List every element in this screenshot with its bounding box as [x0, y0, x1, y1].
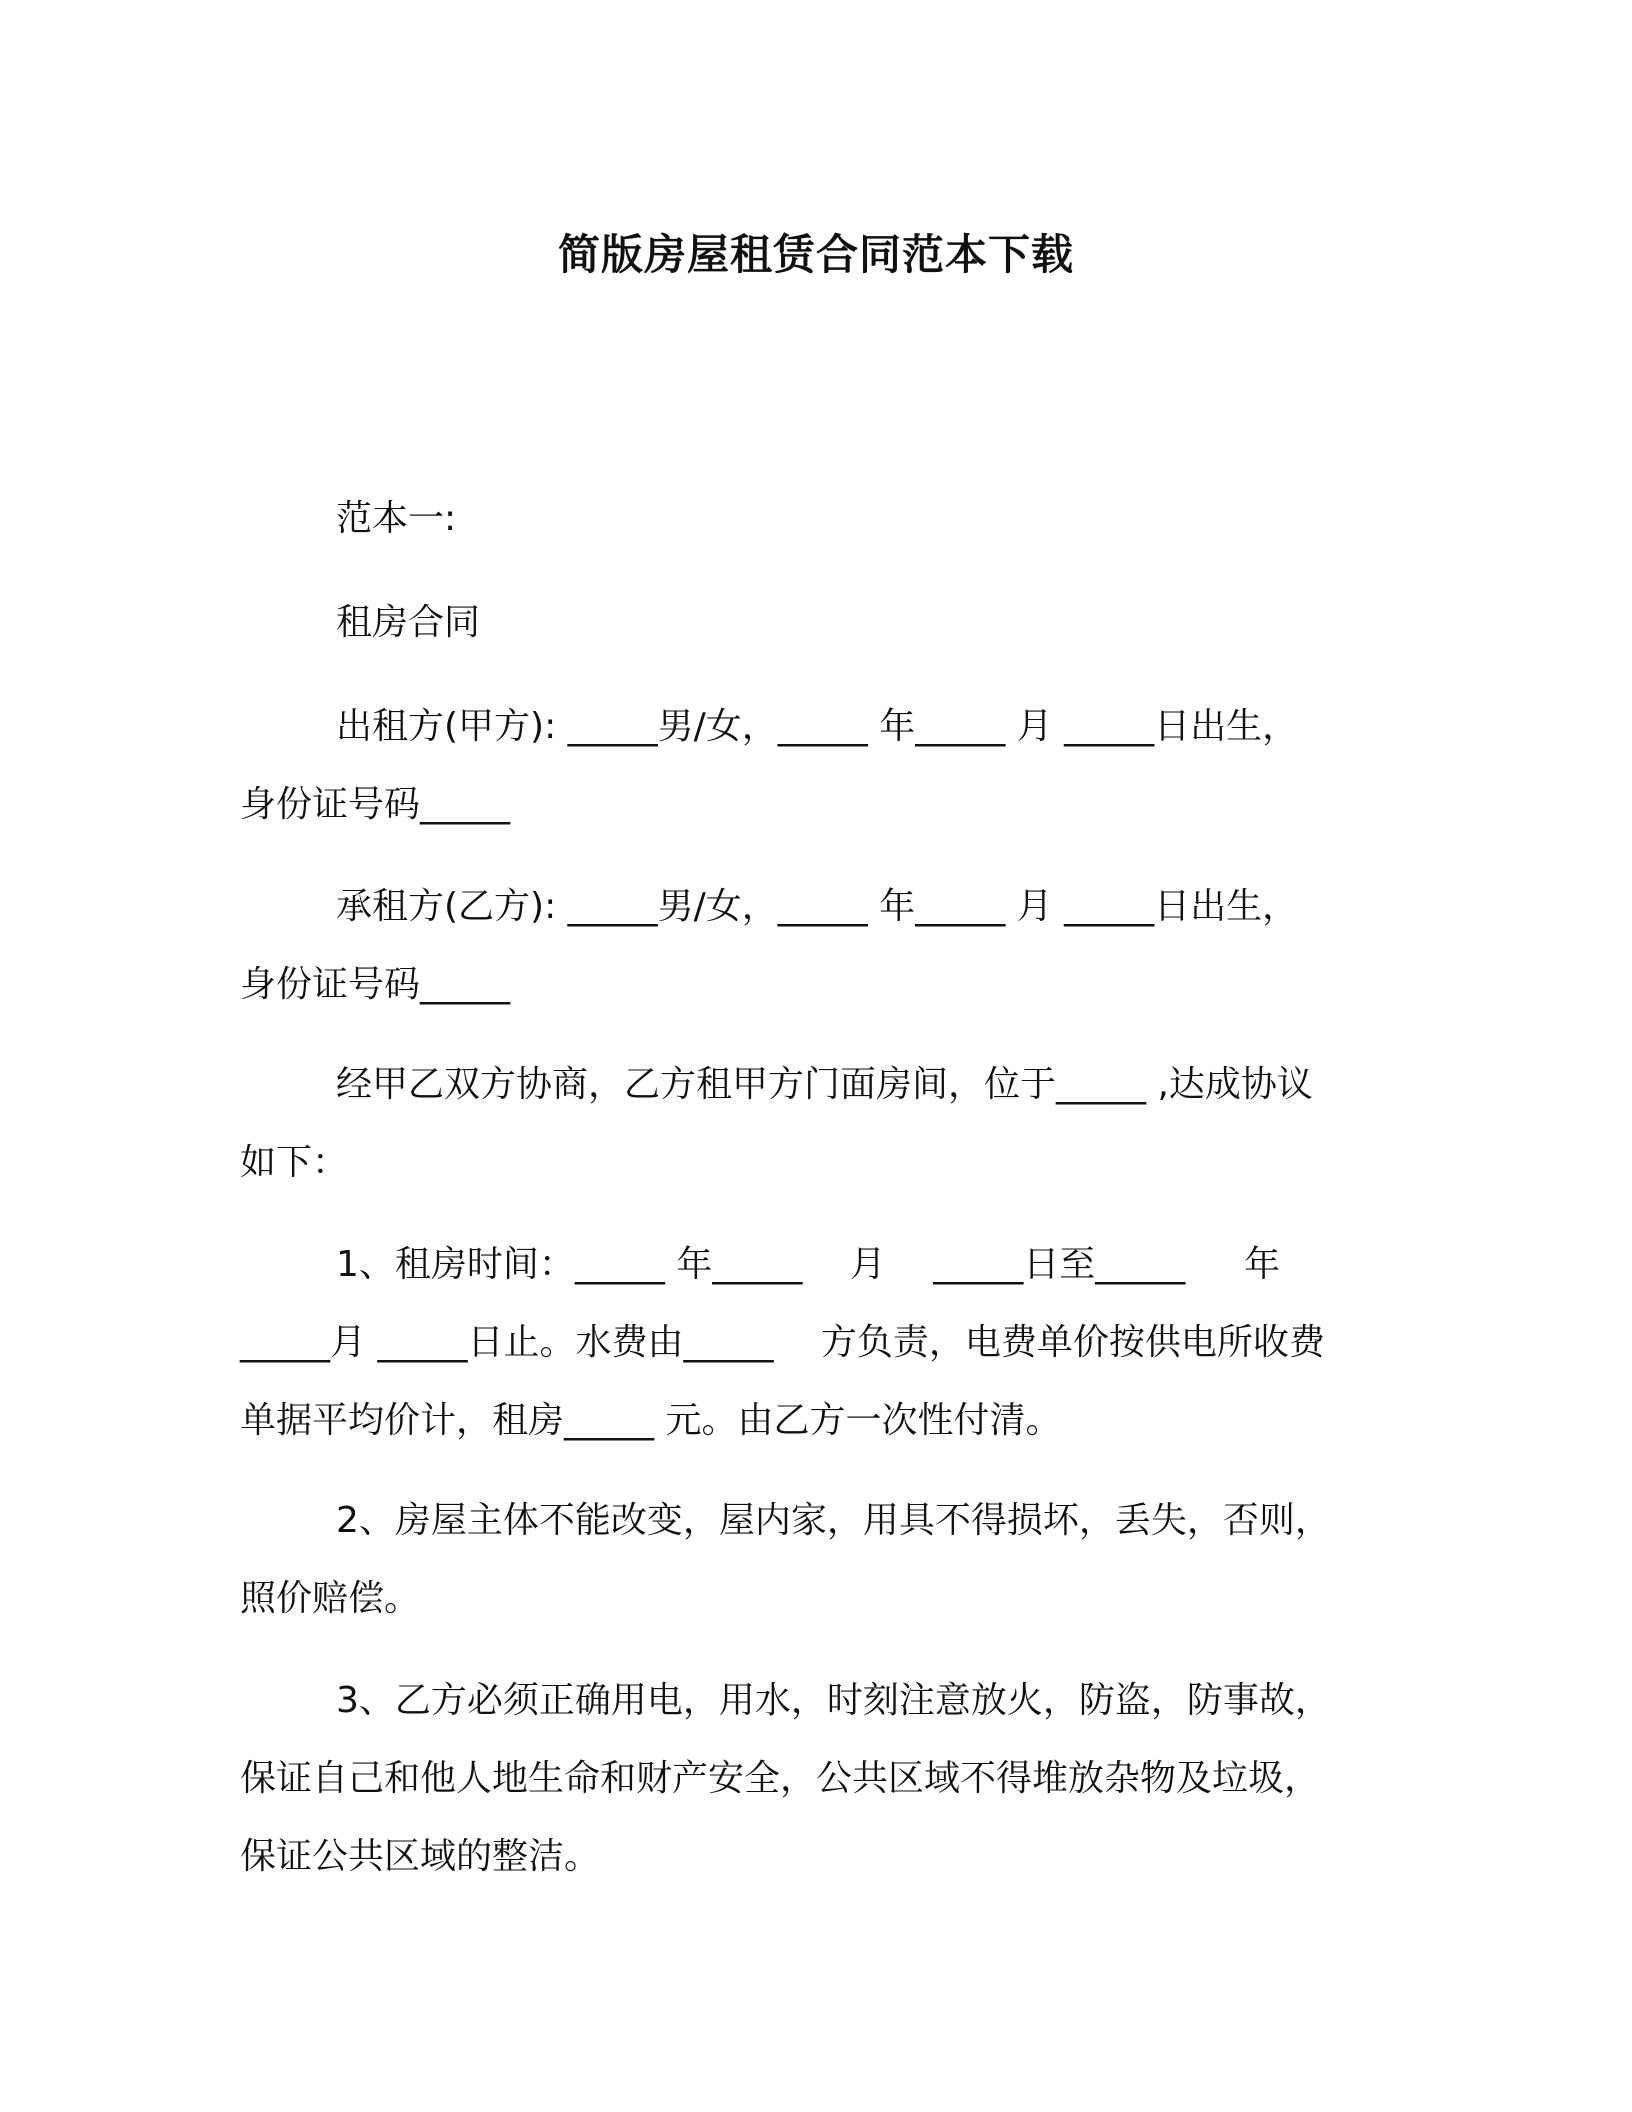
clause-3-paragraph [240, 1662, 1400, 1896]
line: 租房合同 [336, 602, 481, 643]
line: 1、租房时间：_____ 年_____ 月 _____日至_____ 年 [336, 1244, 1281, 1285]
line: 范本一: [336, 498, 457, 539]
line: 出租方(甲方): _____男/女，_____ 年_____ 月 _____日出生， [336, 706, 1299, 747]
contract-heading [240, 584, 1400, 662]
clause-1-paragraph [240, 1226, 1400, 1460]
line: 承租方(乙方): _____男/女，_____ 年_____ 月 _____日出生， [336, 886, 1299, 927]
clause-2-paragraph [240, 1482, 1400, 1638]
line: 3、乙方必须正确用电，用水，时刻注意放火，防盗，防事故， [336, 1680, 1331, 1721]
line: 保证自己和他人地生命和财产安全，公共区域不得堆放杂物及垃圾， [240, 1758, 1321, 1799]
sample-label [240, 480, 1400, 558]
line: 单据平均价计，租房_____ 元。由乙方一次性付清。 [240, 1400, 1062, 1441]
line: 保证公共区域的整洁。 [240, 1836, 601, 1877]
lessee-paragraph [240, 868, 1400, 1024]
line: 身份证号码_____ [240, 964, 511, 1005]
agreement-intro-paragraph [240, 1046, 1400, 1202]
document-title: 简版房屋租赁合同范本下载 [557, 230, 1074, 279]
line: 身份证号码_____ [240, 784, 511, 825]
line: 照价赔偿。 [240, 1578, 421, 1619]
line: 2、房屋主体不能改变，屋内家，用具不得损坏，丢失，否则， [336, 1500, 1331, 1541]
line: 经甲乙双方协商，乙方租甲方门面房间，位于_____ ,达成协议 [336, 1064, 1313, 1105]
line: _____月 _____日止。水费由_____ 方负责，电费单价按供电所收费 [240, 1322, 1325, 1363]
line: 如下： [240, 1142, 349, 1183]
lessor-paragraph [240, 688, 1400, 844]
